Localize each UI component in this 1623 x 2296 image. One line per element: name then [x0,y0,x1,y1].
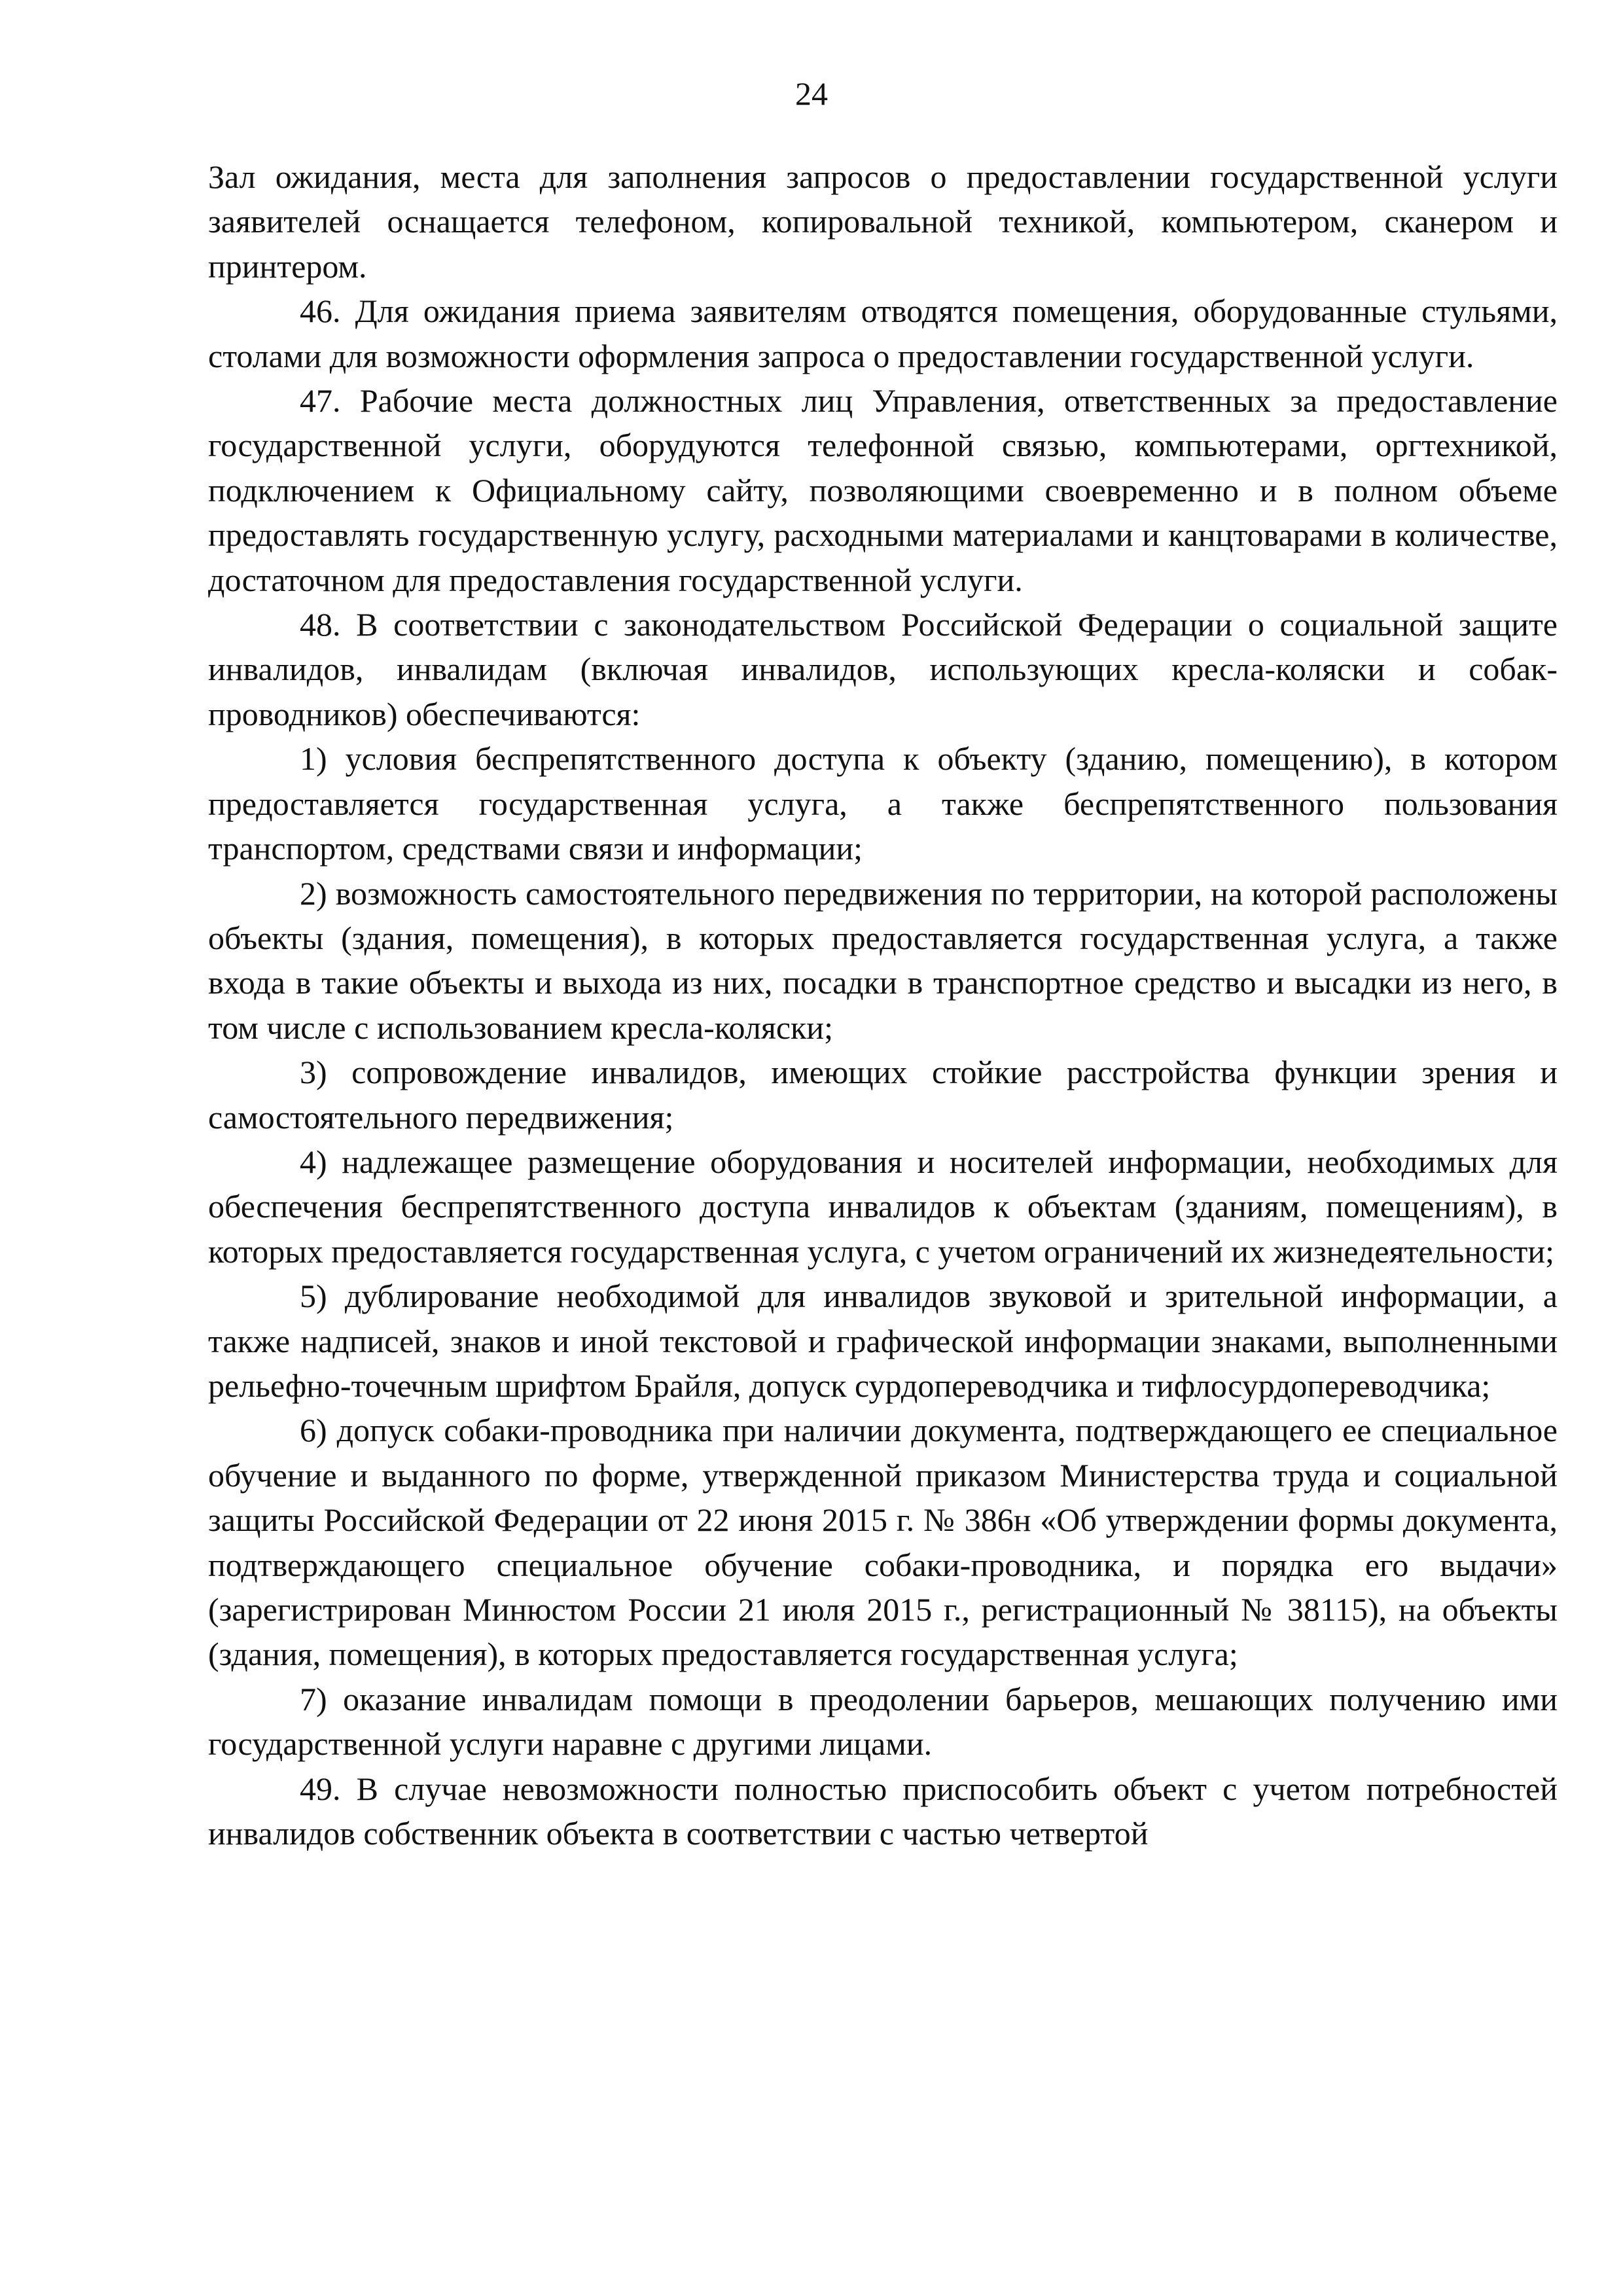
paragraph-47: 47. Рабочие места должностных лиц Управления, ответственных за предоставление государственной услуги, оборудуются телефонной связью, компьютерами, оргтехникой, подключением к Официальному сайту, позволяющими своевременно и в полном объеме предоставлять государственную услугу, расходными материалами и канцтоварами в количестве, достаточном для предоставления государственной услуги. [208,382,1558,598]
paragraph-46: 46. Для ожидания приема заявителям отводятся помещения, оборудованные стульями, столами для возможности оформления запроса о предоставлении государственной услуги. [208,293,1558,374]
list-item-48-7: 7) оказание инвалидам помощи в преодолении барьеров, мешающих получению ими государственной услуги наравне с другими лицами. [208,1680,1558,1763]
paragraph-48: 48. В соответствии с законодательством Российской Федерации о социальной защите инвалидов, инвалидам (включая инвалидов, использующих кресла-коляски и собак-проводников) обеспечиваются: [208,606,1558,732]
paragraph-49: 49. В случае невозможности полностью приспособить объект с учетом потребностей инвалидов собственник объекта в соответствии с частью четвертой [208,1770,1558,1852]
list-item-48-1: 1) условия беспрепятственного доступа к объекту (зданию, помещению), в котором предоставляется государственная услуга, а также беспрепятственного пользования транспортом, средствами связи и информации; [208,740,1558,867]
list-item-48-4: 4) надлежащее размещение оборудования и носителей информации, необходимых для обеспечения беспрепятственного доступа инвалидов к объектам (зданиям, помещениям), в которых предоставляется государственная услуга, с учетом ограничений их жизнедеятельности; [208,1143,1558,1270]
list-item-48-2: 2) возможность самостоятельного передвижения по территории, на которой расположены объекты (здания, помещения), в которых предоставляется государственная услуга, а также входа в такие объекты и выхода из них, посадки в транспортное средство и высадки из него, в том числе с использованием кресла-коляски; [208,874,1558,1046]
paragraph-waiting-hall: Зал ожидания, места для заполнения запросов о предоставлении государственной услуги заявителей оснащается телефоном, копировальной техникой, компьютером, сканером и принтером. [208,158,1558,285]
document-body [208,154,1558,1856]
list-item-48-5: 5) дублирование необходимой для инвалидов звуковой и зрительной информации, а также надписей, знаков и иной текстовой и графической информации знаками, выполненными рельефно-точечным шрифтом Брайля, допуск сурдопереводчика и тифлосурдопереводчика; [208,1278,1558,1404]
list-item-48-6: 6) допуск собаки-проводника при наличии документа, подтверждающего ее специальное обучение и выданного по форме, утвержденной приказом Министерства труда и социальной защиты Российской Федерации от 22 июня 2015 г. № 386н «Об утверждении формы документа, подтверждающего специальное обучение собаки-проводника, и порядка его выдачи» (зарегистрирован Минюстом России 21 июля 2015 г., регистрационный № 38115), на объекты (здания, помещения), в которых предоставляется государственная услуга; [208,1412,1558,1673]
list-item-48-3: 3) сопровождение инвалидов, имеющих стойкие расстройства функции зрения и самостоятельного передвижения; [208,1054,1558,1136]
page-number: 24 [795,75,828,112]
